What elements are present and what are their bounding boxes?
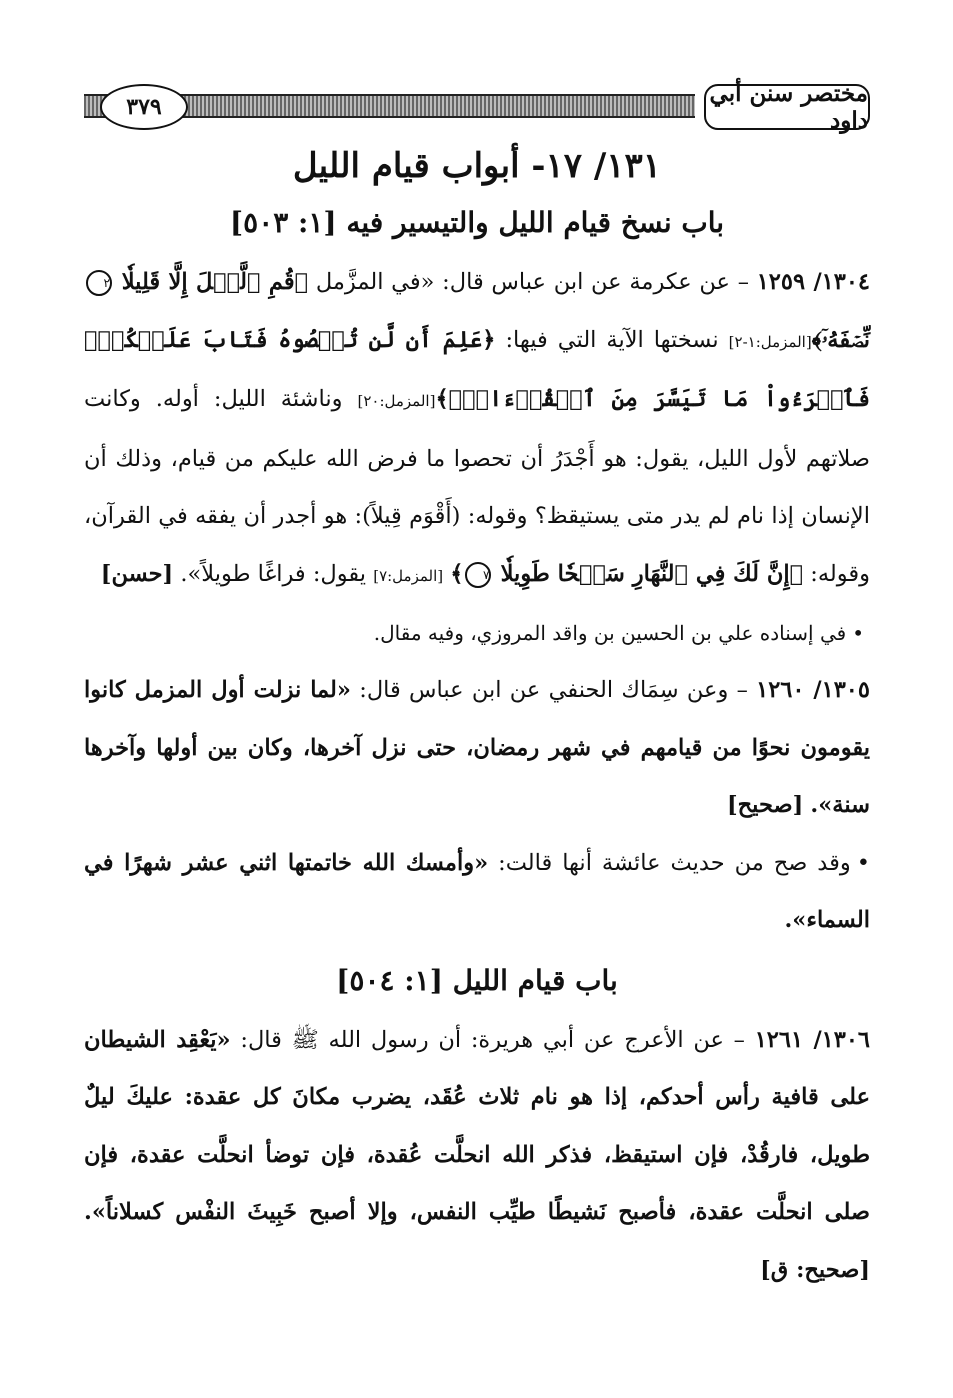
ayah-number-mark: ٧ (465, 562, 491, 588)
note-quote: «وأمسك الله خاتمتها اثني عشر شهرًا في السماء». (84, 849, 870, 933)
hadith-quote: «يَعْقِد الشيطان على قافية رأس أحدكم، إذا هو نام ثلاث عُقَد، يضرب مكانَ كل عقدة: عليكَ ليلٌ طويل، فارقُدْ، فإن استيقظ، فذكر الله انحلَّت عُقدة، فإن توضأ انحلَّت عقدة، فإن صلى انحلَّت عقدة، فأصبح نَشيطًا طيِّب النفس، وإلا أصبح خَبِيثَ النفْس كسلاناً». (84, 1026, 870, 1225)
hadith-grade: [حسن] (100, 560, 174, 587)
footnote-1 (84, 605, 870, 662)
quran-ayah: ﴿عَلِمَ أَن لَّن تُحۡصُوهُ فَتَابَ عَلَيۡكُمۡۖ فَٱقۡرَءُواْ مَا تَيَسَّرَ مِنَ ٱلۡقُرۡءَانِۚ﴾ (84, 326, 871, 412)
book-title: مختصر سنن أبي داود (704, 84, 870, 130)
hadith-number: ١٣٠٥/ ١٢٦٠ (756, 677, 870, 703)
hadith-quote: «لما نزلت أول المزمل كانوا يقومون نحوًا من قيامهم في شهر رمضان، حتى نزل آخرها، وكان بين أولها وآخرها سنة». (84, 677, 870, 818)
bullet-icon: • (852, 621, 864, 645)
ayah-number-mark: ٢ (86, 270, 112, 296)
quran-ayah: ﴿إِنَّ لَكَ فِي ٱلنَّهَارِ سَبۡحٗا طَوِيلٗا (500, 560, 804, 587)
section-title-1: باب نسخ قيام الليل والتيسير فيه [١: ٥٠٣] (229, 206, 725, 239)
chapter-title: ١٣١/ ١٧- أبواب قيام الليل (292, 146, 662, 186)
quran-reference: [المزمل:٧] (373, 566, 444, 585)
hadith-grade: [صحيح] (727, 792, 804, 818)
note-text: في إسناده علي بن الحسين بن واقد المروزي، وفيه مقال. (373, 621, 847, 645)
hadith-intro: – وعن سِمَاك الحنفي عن ابن عباس قال: (359, 677, 748, 703)
footnote-2 (84, 835, 870, 950)
page-header (84, 80, 870, 134)
hadith-intro: – عن عكرمة عن ابن عباس قال: «في المزَّمل (315, 269, 749, 295)
hadith-intro: – عن الأعرج عن أبي هريرة: أن رسول الله ﷺ قال: (240, 1026, 745, 1053)
note-text: وقد صح من حديث عائشة أنها قالت: (498, 849, 851, 876)
quran-ayah-end: ﴾ (450, 560, 464, 587)
page-number: ٣٧٩ (100, 84, 188, 130)
section-title-2: باب قيام الليل [١: ٥٠٤] (336, 963, 618, 997)
hadith-text: يقول: فراغًا طويلاً». (180, 560, 367, 587)
quran-ayah-end: نِّصۡفَهُۥٓ﴾ (811, 326, 871, 353)
hadith-text: وناشئة الليل: أوله. وكانت صلاتهم لأول الليل، يقول: هو أَجْدَرُ أن تحصوا ما فرض الله عليكم من قيام، وذلك أن الإنسان إذا نام لم يدر متى يستيقظ؟ وقوله: (أَقْوَم قِيلاً): هو أجدر أن يفقه في القرآن، وقوله: (84, 386, 870, 587)
bullet-icon: • (856, 849, 871, 876)
quran-reference: [المزمل:٢٠] (357, 392, 436, 410)
page-content (84, 140, 870, 1299)
hadith-grade: [صحيح: ق] (760, 1256, 870, 1283)
hadith-1305 (84, 662, 870, 835)
hadith-number: ١٣٠٤/ ١٢٥٩ (756, 269, 871, 295)
quran-ayah: ﴿قُمِ ٱلَّيۡلَ إِلَّا قَلِيلٗا (121, 269, 309, 295)
hadith-number: ١٣٠٦/ ١٢٦١ (754, 1026, 871, 1053)
quran-reference: [المزمل:١-٢] (728, 332, 812, 351)
hadith-text: نسختها الآية التي فيها: (505, 326, 719, 353)
hadith-1306 (84, 1012, 870, 1300)
hadith-1304 (84, 254, 870, 605)
